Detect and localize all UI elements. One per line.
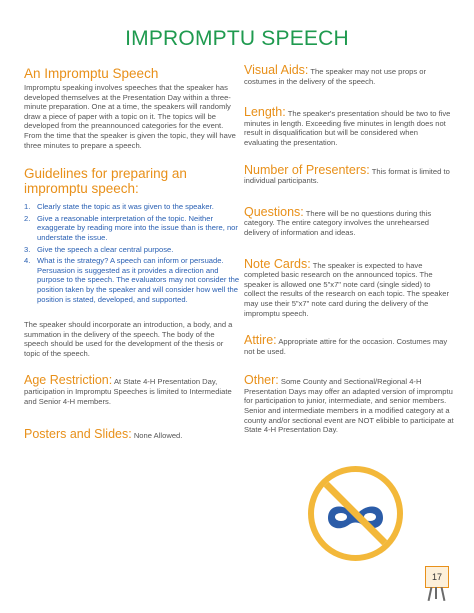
list-item-number: 4. <box>24 256 31 266</box>
visual-heading: Visual Aids: <box>244 63 309 77</box>
other-text: Some County and Sectional/Regional 4-H Presentation Days may offer an adapted version of impromptu for participation to junior, intermediate, and senior members. Senior and intermediate members in a modified category at a county and/or sectional event are NOT elibible to participate at State 4-H Presentation Day. <box>244 377 454 435</box>
guidelines-heading: Guidelines for preparing an impromptu speech: <box>24 166 187 197</box>
note-cards-section <box>244 256 454 319</box>
presenters-section <box>244 162 454 186</box>
length-section <box>244 105 454 147</box>
posters-slides <box>24 427 240 442</box>
presenters-heading: Number of Presenters: <box>244 162 370 177</box>
visual-aids-section <box>244 63 454 86</box>
list-item <box>24 202 240 212</box>
questions-text: There will be no questions during this category. The entire category involves the unrehearsed delivery of information and ideas. <box>244 208 432 237</box>
page-title: IMPROMPTU SPEECH <box>125 27 349 50</box>
posters-text: None Allowed. <box>133 431 183 441</box>
length-heading: Length: <box>244 105 286 120</box>
posters-heading: Posters and Slides: <box>24 427 132 442</box>
no-costume-mask-icon <box>308 466 403 561</box>
list-item <box>24 256 240 304</box>
notecards-text: The speaker is expected to have completed basic research on the announced topics. The speaker is allowed one 5"x7" note card (single sided) to collect the results of the research on each topic. The speaker may use their 5"x7" note card during the delivery of the impromptu speech. <box>244 260 450 318</box>
age-text: At State 4-H Presentation Day, participation in Impromptu Speeches is limited to Intermediate and Senior 4-H members. <box>24 377 232 406</box>
presenters-text: This format is limited to individual participants. <box>244 166 450 186</box>
attire-heading: Attire: <box>244 333 277 348</box>
intro-heading: An Impromptu Speech <box>24 66 159 81</box>
left-column <box>24 66 240 441</box>
attire-section <box>244 333 454 356</box>
list-item <box>24 245 240 255</box>
list-item-text: Clearly state the topic as it was given to the speaker. <box>37 202 214 212</box>
guidelines-list <box>24 202 240 304</box>
attire-text: Appropriate attire for the occasion. Costumes may not be used. <box>244 337 448 356</box>
page-number: 17 <box>425 566 449 588</box>
length-text: The speaker's presentation should be two to five minutes in length. Exceeding five minutes in length does not result in disqualification but will be considered when evaluating the presentation. <box>244 109 451 147</box>
right-column <box>244 63 454 447</box>
other-heading: Other: <box>244 373 279 388</box>
age-restriction <box>24 373 240 406</box>
list-item-text: Give a reasonable interpretation of the topic. Neither exaggerate by reading more into the issue than is there, nor understate the issue. <box>37 213 238 242</box>
visual-text: The speaker may not use props or costumes in the delivery of the speech. <box>244 67 427 86</box>
list-item-number: 3. <box>24 244 31 254</box>
list-item <box>24 214 240 243</box>
questions-heading: Questions: <box>244 204 304 219</box>
list-item-text: What is the strategy? A speech can inform or persuade. Persuasion is suggested as it provides a direction and purpose to the speech. The evaluators may not consider the position taken by the speaker and will consider how well the position is stated, developed, and supported. <box>37 256 240 304</box>
questions-section <box>244 204 454 238</box>
list-item-number: 2. <box>24 213 31 223</box>
age-heading: Age Restriction: <box>24 373 113 388</box>
intro-text: Impromptu speaking involves speeches that the speaker has developed themselves at the Presentation Day within a three-minute preparation. One at a time, the speakers will randomly draw a piece of paper with a topic on it. The topics will be developed from the preannounced categories for the event. From the time that the speaker is given the topic, they will have three minutes to prepare a speech. <box>24 83 236 150</box>
structure-text: The speaker should incorporate an introduction, a body, and a summation in the delivery of the speech. The body of the speech should be used for the development of the thesis or topic of the speech. <box>24 320 233 358</box>
list-item-text: Give the speech a clear central purpose. <box>37 244 174 254</box>
list-item-number: 1. <box>24 202 31 212</box>
other-section <box>244 373 454 435</box>
notecards-heading: Note Cards: <box>244 256 311 271</box>
